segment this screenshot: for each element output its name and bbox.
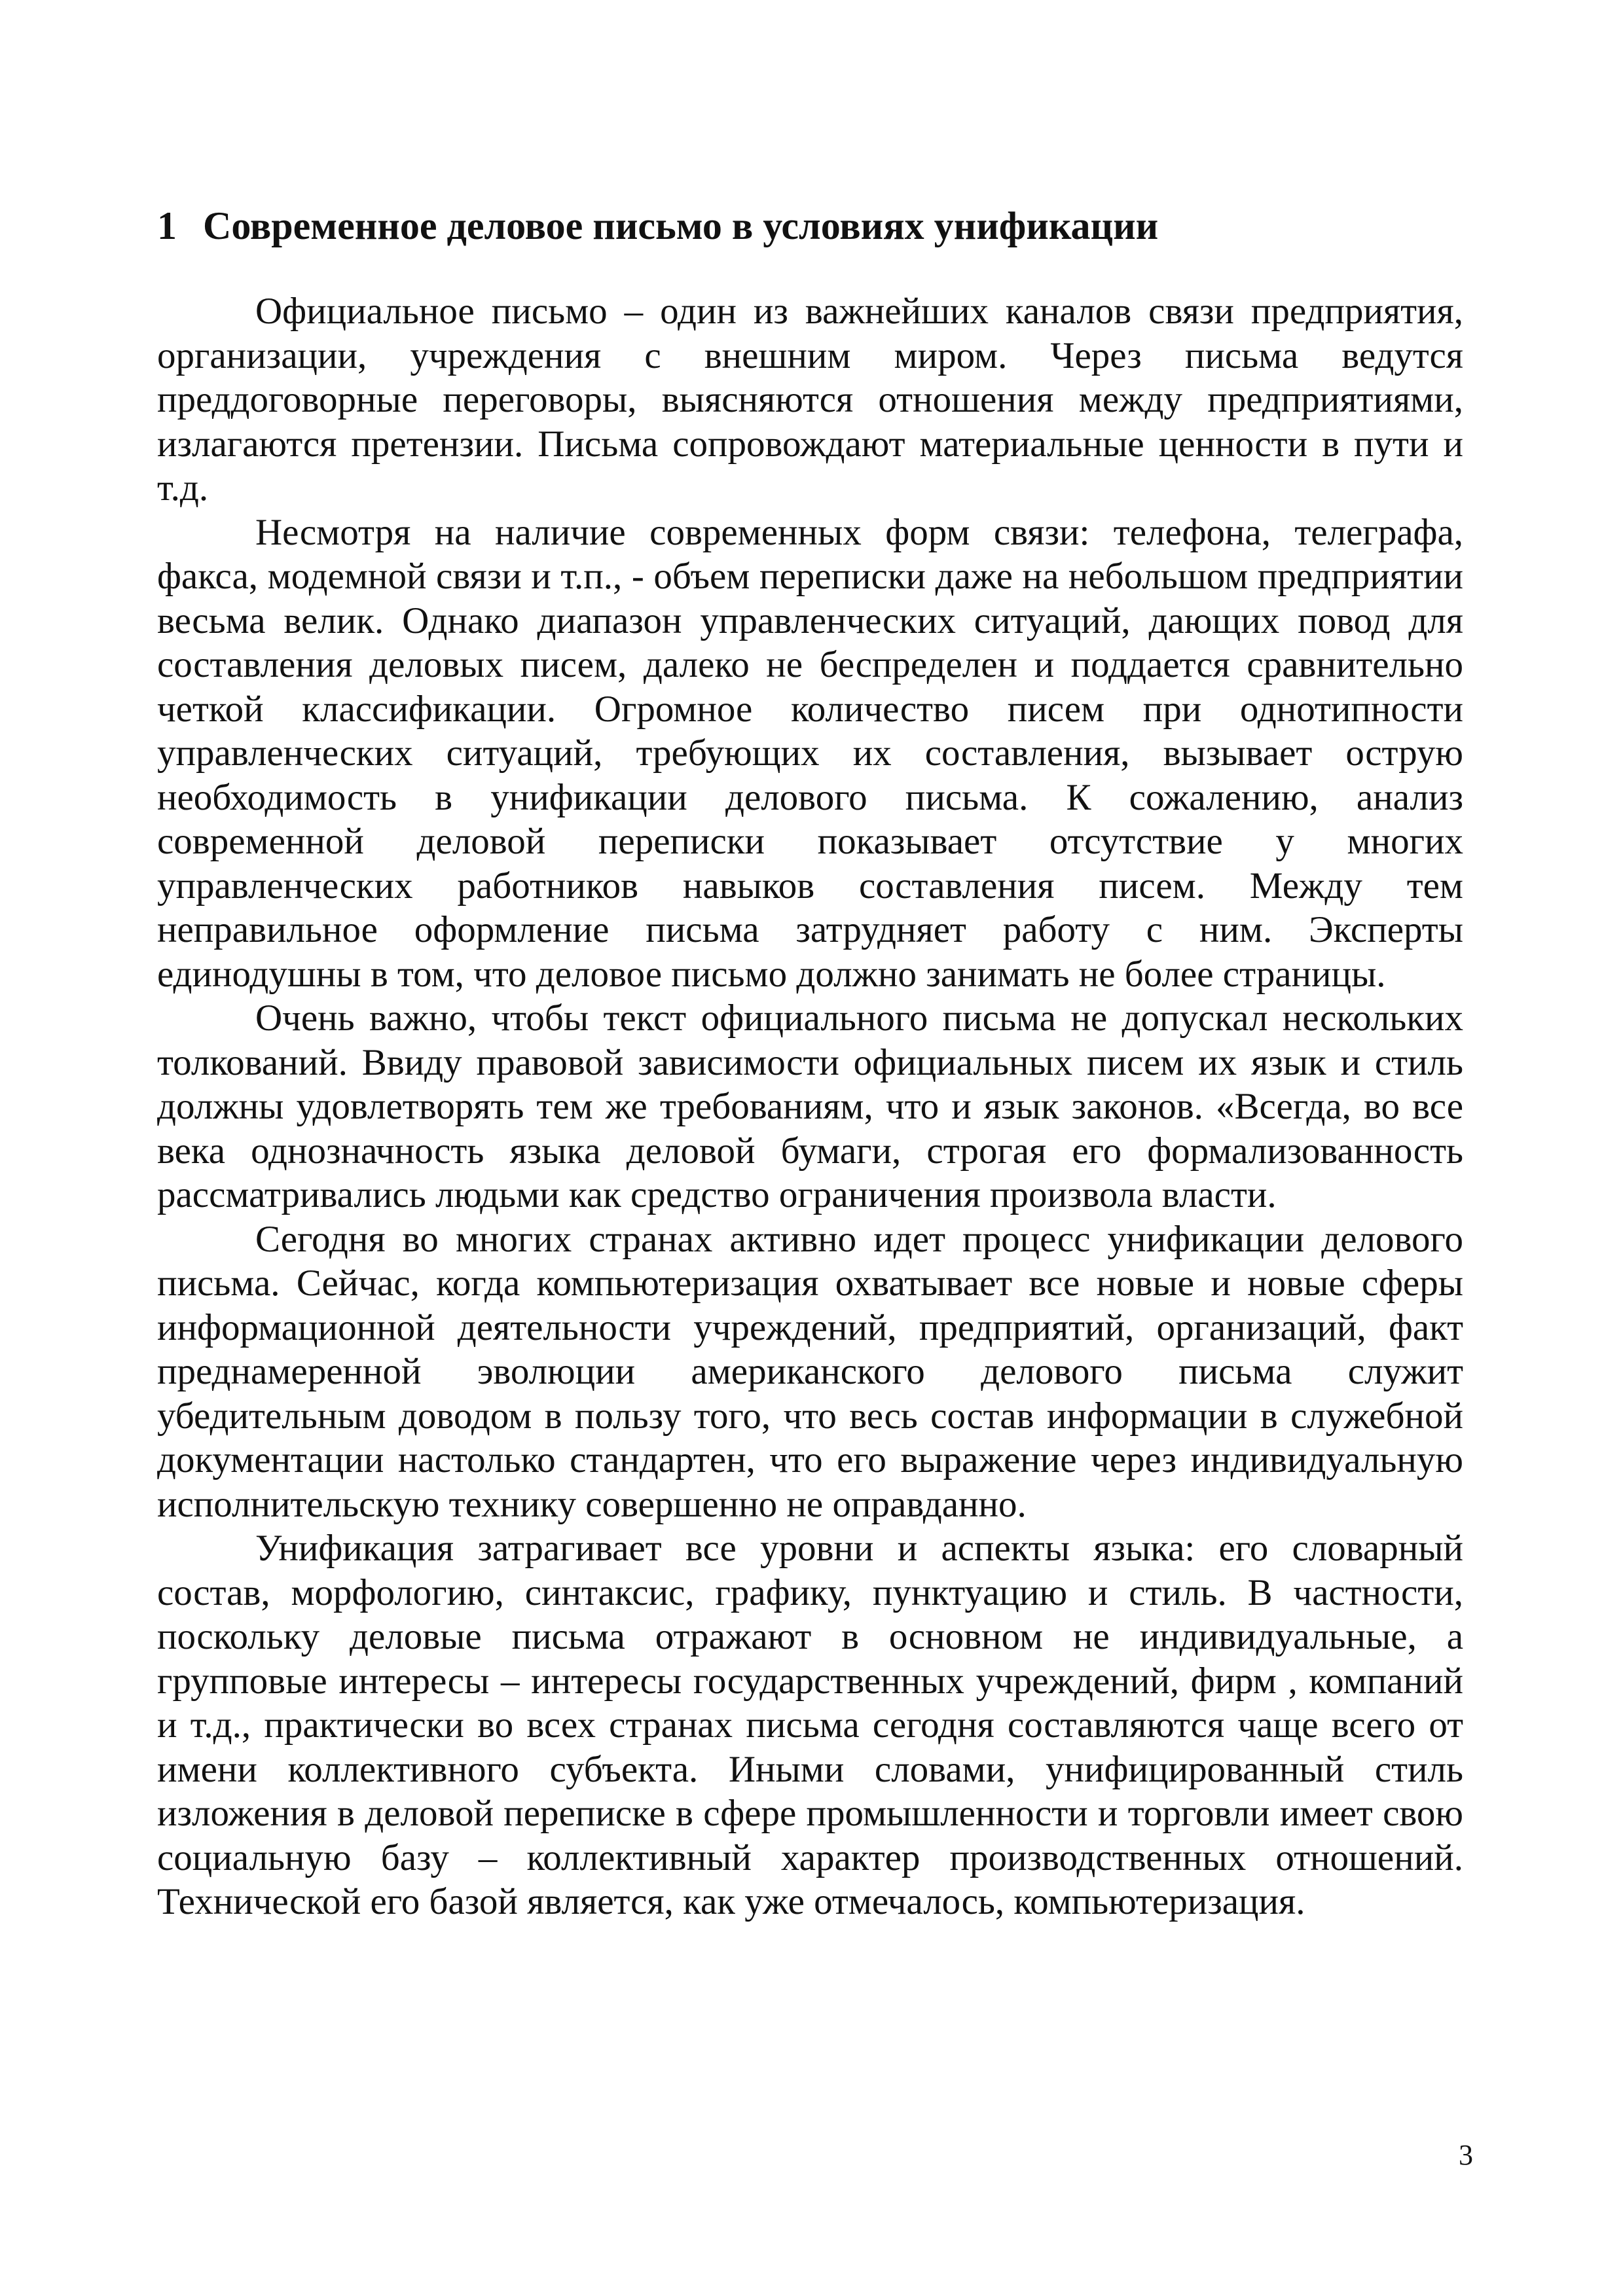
paragraph: Официальное письмо – один из важнейших каналов связи предприятия, организации, учреждения с внешним миром. Через письма ведутся преддоговорные переговоры, выясняются отношения между предприятиями, излагаются претензии. Письма сопровождают материальные ценности в пути и т.д. [157,291,1463,509]
section-title: Современное деловое письмо в условиях унификации [203,204,1159,247]
body-text [157,289,1463,1924]
paragraph: Несмотря на наличие современных форм связи: телефона, телеграфа, факса, модемной связи и т.п., - объем переписки даже на небольшом предприятии весьма велик. Однако диапазон управленческих ситуаций, дающих повод для составления деловых писем, далеко не беспределен и поддается сравнительно четкой классификации. Огромное количество писем при однотипности управленческих ситуаций, требующих их составления, вызывает острую необходимость в унификации делового письма. К сожалению, анализ современной деловой переписки показывает отсутствие у многих управленческих работников навыков составления писем. Между тем неправильное оформление письма затрудняет работу с ним. Эксперты единодушны в том, что деловое письмо должно занимать не более страницы. [157,511,1463,995]
paragraph: Очень важно, чтобы текст официального письма не допускал нескольких толкований. Ввиду правовой зависимости официальных писем их язык и стиль должны удовлетворять тем же требованиям, что и язык законов. «Всегда, во все века однозначность языка деловой бумаги, строгая его формализованность рассматривались людьми как средство ограничения произвола власти. [157,997,1463,1215]
section-number: 1 [157,204,177,247]
paragraph: Сегодня во многих странах активно идет процесс унификации делового письма. Сейчас, когда компьютеризация охватывает все новые и новые сферы информационной деятельности учреждений, предприятий, организаций, факт преднамеренной эволюции американского делового письма служит убедительным доводом в пользу того, что весь состав информации в служебной документации настолько стандартен, что его выражение через индивидуальную исполнительскую технику совершенно не оправданно. [157,1218,1463,1525]
section-heading [157,196,1480,255]
paragraph: Унификация затрагивает все уровни и аспекты языка: его словарный состав, морфологию, синтаксис, графику, пунктуацию и стиль. В частности, поскольку деловые письма отражают в основном не индивидуальные, а групповые интересы – интересы государственных учреждений, фирм , компаний и т.д., практически во всех странах письма сегодня составляются чаще всего от имени коллективного субъекта. Иными словами, унифицированный стиль изложения в деловой переписке в сфере промышленности и торговли имеет свою социальную базу – коллективный характер производственных отношений. Технической его базой является, как уже отмечалось, компьютеризация. [157,1528,1463,1922]
page-number: 3 [1459,2139,1473,2171]
